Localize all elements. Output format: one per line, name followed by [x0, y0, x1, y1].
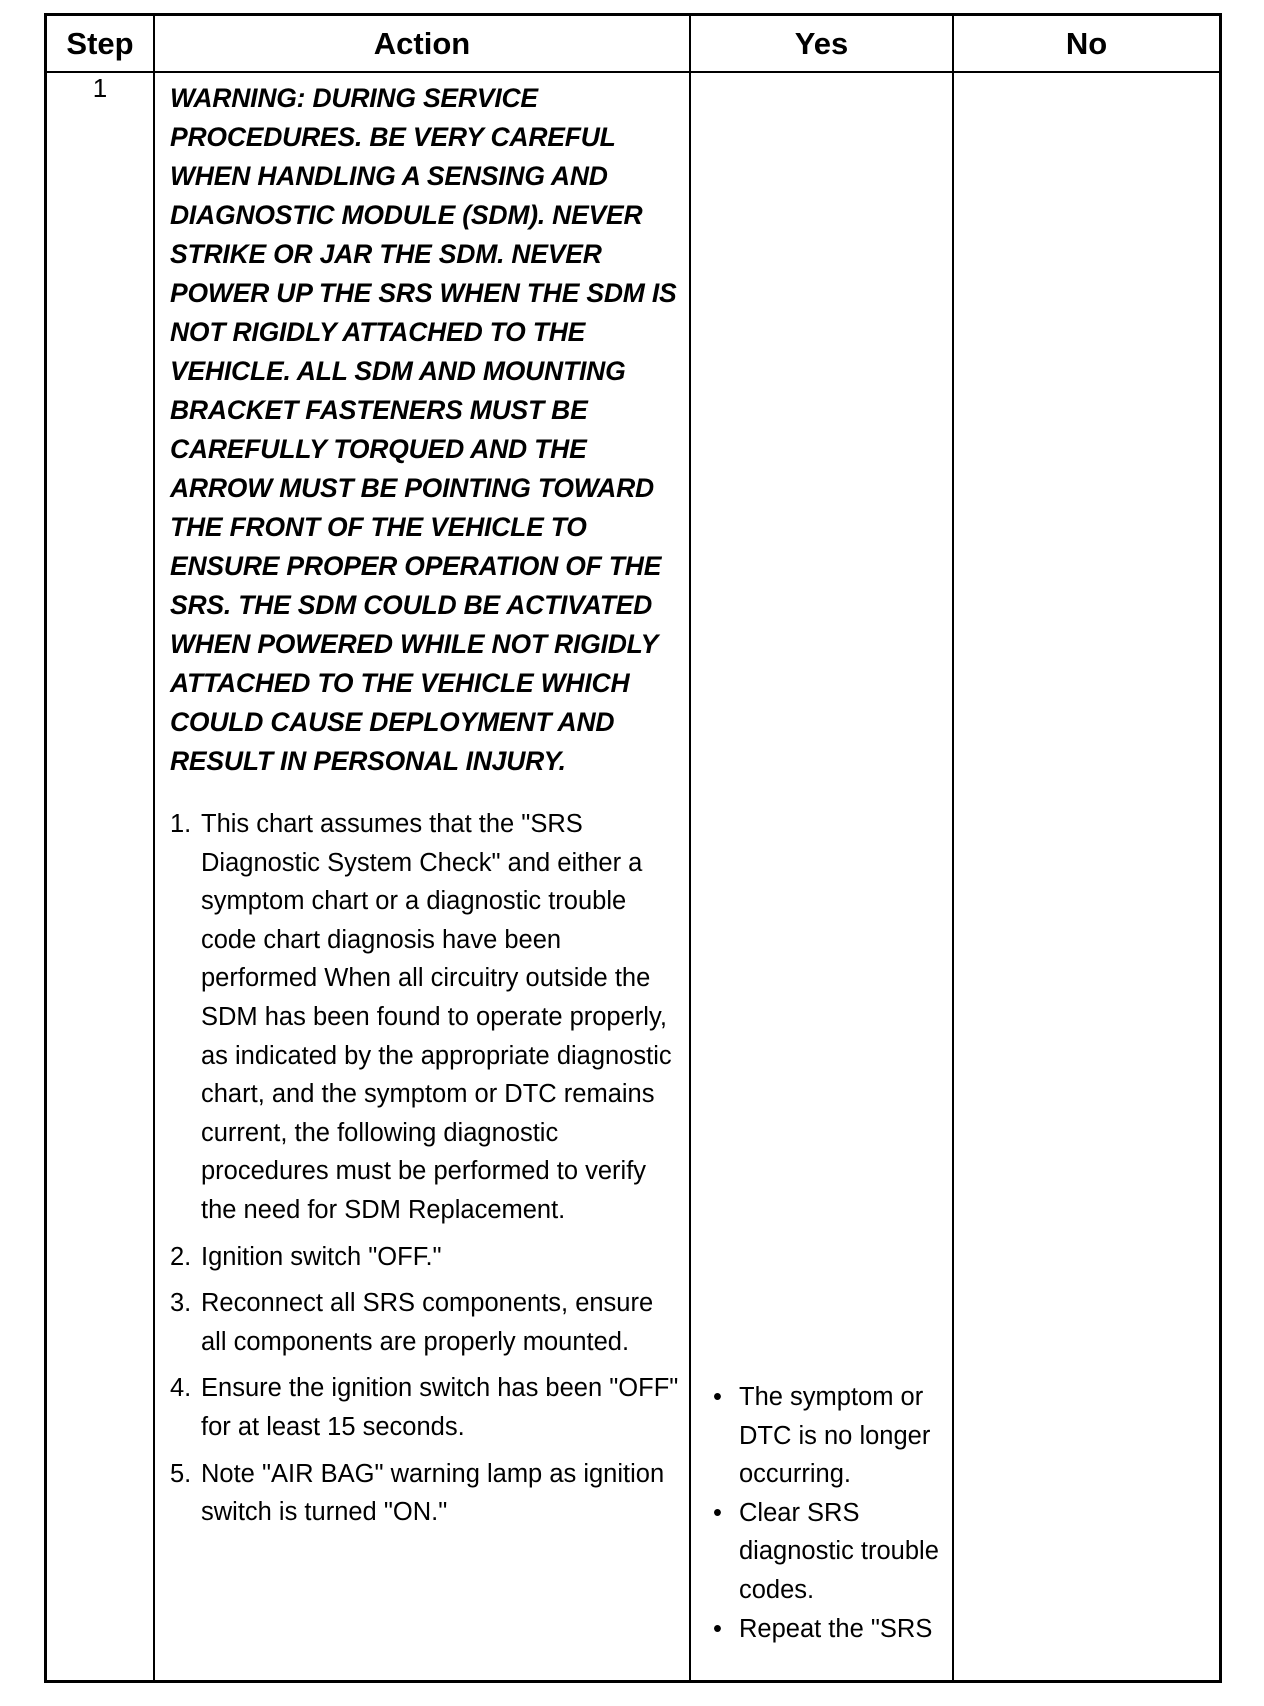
list-item — [170, 805, 679, 1230]
yes-list — [709, 1378, 944, 1648]
step-item-number: 2. — [170, 1242, 192, 1271]
step-item-text: Reconnect all SRS components, ensure all components are properly mounted. — [201, 1289, 654, 1356]
header-action: Action — [154, 16, 690, 72]
list-item — [170, 1455, 679, 1532]
header-step: Step — [47, 16, 154, 72]
no-cell — [953, 72, 1219, 1680]
yes-item-text: Clear SRS diagnostic trouble codes. — [739, 1498, 939, 1604]
diagnostic-table-sheet — [44, 13, 1222, 1683]
bullet-icon: • — [713, 1383, 722, 1411]
list-item — [709, 1610, 944, 1649]
bullet-icon: • — [713, 1614, 722, 1643]
step-item-number: 1. — [170, 810, 192, 838]
list-item — [709, 1494, 944, 1610]
step-item-number: 4. — [170, 1374, 192, 1403]
warning-text: WARNING: DURING SERVICE PROCEDURES. BE VERY CAREFUL WHEN HANDLING A SENSING AND DIAGNOSTIC MODULE (SDM). NEVER STRIKE OR JAR THE SDM. NEVER POWER UP THE SRS WHEN THE SDM IS NOT RIGIDLY ATTACHED TO THE VEHICLE. ALL SDM AND MOUNTING BRACKET FASTENERS MUST BE CAREFULLY TORQUED AND THE ARROW MUST BE POINTING TOWARD THE FRONT OF THE VEHICLE TO ENSURE PROPER OPERATION OF THE SRS. THE SDM COULD BE ACTIVATED WHEN POWERED WHILE NOT RIGIDLY ATTACHED TO THE VEHICLE WHICH COULD CAUSE DEPLOYMENT AND RESULT IN PERSONAL INJURY. — [170, 83, 677, 776]
bullet-icon: • — [713, 1498, 722, 1527]
header-no: No — [953, 16, 1219, 72]
step-item-text: Note "AIR BAG" warning lamp as ignition switch is turned "ON." — [201, 1459, 665, 1527]
list-item — [709, 1378, 944, 1494]
table-row — [47, 72, 1219, 1680]
step-item-text: Ignition switch "OFF." — [201, 1242, 442, 1271]
action-cell — [154, 72, 690, 1680]
yes-item-text: Repeat the "SRS — [739, 1614, 933, 1643]
list-item — [170, 1284, 679, 1361]
diagnostic-table — [47, 16, 1219, 1680]
header-yes: Yes — [690, 16, 953, 72]
table-header-row — [47, 16, 1219, 72]
list-item — [170, 1238, 679, 1277]
step-number: 1 — [47, 72, 154, 1680]
yes-item-text: The symptom or DTC is no longer occurring. — [739, 1383, 931, 1489]
step-item-number: 3. — [170, 1289, 192, 1318]
yes-cell — [690, 72, 953, 1680]
list-item — [170, 1369, 679, 1446]
step-item-text: Ensure the ignition switch has been "OFF" for at least 15 seconds. — [201, 1374, 679, 1441]
action-steps-list — [170, 805, 679, 1532]
step-item-text: This chart assumes that the "SRS Diagnostic System Check" and either a symptom chart or a diagnostic trouble code chart diagnosis have been performed When all circuitry outside the SDM has been found to operate properly, as indicated by the appropriate diagnostic chart, and the symptom or DTC remains current, the following diagnostic procedures must be performed to verify the need for SDM Replacement. — [201, 810, 672, 1224]
step-item-number: 5. — [170, 1459, 192, 1488]
